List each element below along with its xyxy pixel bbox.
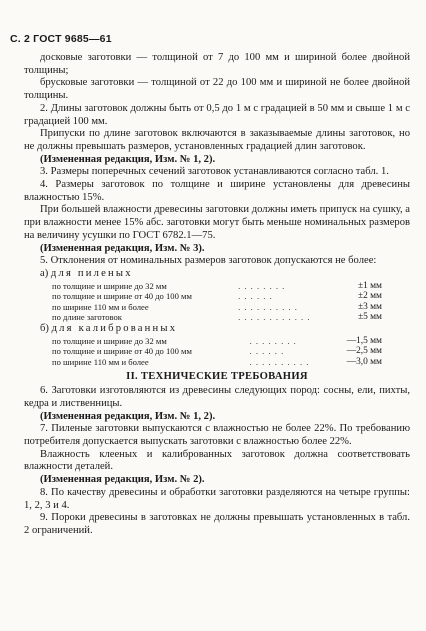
table-row [52,281,382,292]
tolerance-value: ±5 мм [357,312,382,323]
tolerance-table-calibrated [52,336,382,368]
tolerance-value: ±2 мм [357,291,382,302]
leader-dots: . . . . . . . . [238,280,286,291]
tolerance-label: по длине заготовок [52,312,122,323]
paragraph: досковые заготовки — толщиной от 7 до 100 мм и шириной более двойной толщины; [24,52,410,76]
paragraph: При большей влажности древесины заготовки должны иметь припуск на сушку, а при влажности менее 15% абс. заготовки могут быть меньше номинальных размеров на величину усушки по ГОСТ 6782.1—75. [24,204,410,241]
tolerance-value: —1,5 мм [346,335,382,346]
paragraph: 5. Отклонения от номинальных размеров заготовок допускаются не более: [40,255,377,267]
leader-dots: . . . . . . . . . . [238,301,298,312]
tolerance-value: ±1 мм [357,280,382,291]
tolerance-value: ±3 мм [357,301,382,312]
table-row [52,291,382,302]
leader-dots: . . . . . . . . . . . . [238,312,311,323]
subhead-calibrated [40,323,410,336]
subhead-prefix: а) [40,267,49,279]
tolerance-label: по толщине и ширине до 32 мм [52,280,167,291]
section-heading: II. ТЕХНИЧЕСКИЕ ТРЕБОВАНИЯ [126,370,308,382]
leader-dots: . . . . . . . . [249,335,297,346]
paragraph: 2. Длины заготовок должны быть от 0,5 до 1 м с градацией в 50 мм и свыше 1 м с градацией 100 мм. [24,102,410,127]
amendment-note: (Измененная редакция, Изм. № 3). [40,242,205,254]
tolerance-label: по ширине 110 мм и более [52,301,149,312]
paragraph: брусковые заготовки — толщиной от 22 до 100 мм и шириной не более двойной толщины. [24,77,410,102]
table-row [52,357,382,368]
tolerance-label: по толщине и ширине от 40 до 100 мм [52,346,192,357]
subhead-title: для калиброванных [51,323,178,335]
paragraph: 7. Пиленые заготовки выпускаются с влажностью не более 22%. По требованию потребителя допускается выпускать заготовки с влажностью более 22%. [24,423,410,448]
paragraph: 6. Заготовки изготовляются из древесины следующих пород: сосны, ели, пихты, кедра и лиственницы. [24,385,410,409]
tolerance-value: —3,0 мм [346,356,382,367]
subhead-prefix: б) [40,323,49,335]
table-row [52,302,382,313]
tolerance-value: —2,5 мм [346,346,382,357]
leader-dots: . . . . . . [249,346,285,357]
tolerance-label: по ширине 110 мм и более [52,356,149,367]
leader-dots: . . . . . . [238,291,273,302]
leader-dots: . . . . . . . . . . [249,356,310,367]
subhead-title: для пиленых [50,267,133,279]
tolerance-label: по толщине и ширине от 40 до 100 мм [52,291,192,302]
amendment-note: (Измененная редакция, Изм. № 1, 2). [40,410,216,422]
table-row [52,336,382,347]
paragraph: Припуски по длине заготовок включаются в заказываемые длины заготовок, но не должны превышать размеров, установленных градацией длин заготовок. [24,128,410,152]
amendment-note: (Измененная редакция, Изм. № 1, 2). [40,153,216,165]
paragraph: 9. Пороки древесины в заготовках не должны превышать установленных в табл. 2 ограничений. [24,512,410,536]
tolerance-table-sawn [52,281,382,323]
table-row [52,312,382,323]
paragraph: 3. Размеры поперечных сечений заготовок устанавливаются согласно табл. 1. [40,166,389,178]
amendment-note: (Измененная редакция, Изм. № 2). [40,474,205,486]
paragraph: 4. Размеры заготовок по толщине и ширине установлены для древесины влажностью 15%. [24,179,410,203]
page-header: С. 2 ГОСТ 9685—61 [10,33,112,45]
table-row [52,346,382,357]
subhead-sawn [40,268,410,281]
body-text [24,52,410,538]
paragraph: Влажность клееных и калиброванных заготовок должна соответствовать влажности деталей. [24,448,410,473]
paragraph: 8. По качеству древесины и обработки заготовки разделяются на четыре группы: 1, 2, 3 и 4. [24,486,410,511]
tolerance-label: по толщине и ширине до 32 мм [52,335,167,346]
